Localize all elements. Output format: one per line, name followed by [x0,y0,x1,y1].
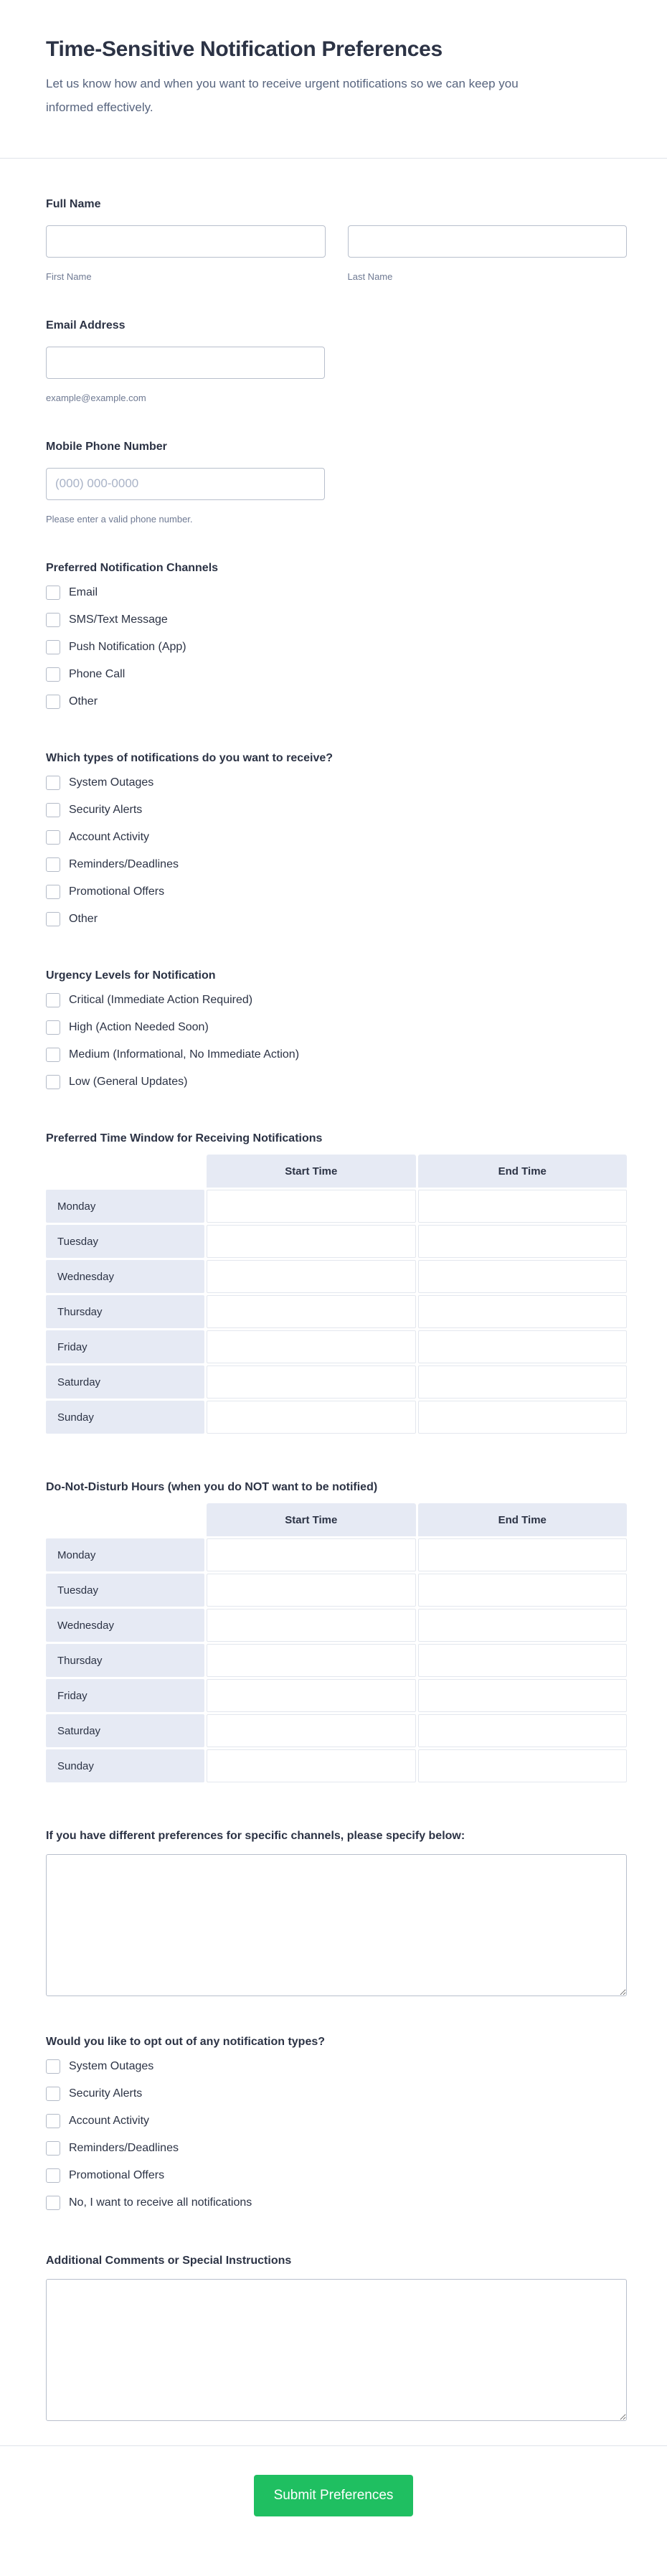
checkbox-icon[interactable] [46,857,60,872]
table-row [46,1644,627,1677]
time-input-cell[interactable] [207,1574,415,1607]
row-header-friday: Friday [46,1679,204,1712]
types-option-security-alerts[interactable] [46,796,627,824]
full-name-label: Full Name [46,198,101,210]
dnd-table [44,1501,629,1785]
preferred-window-table [44,1152,629,1436]
preferred-window-label: Preferred Time Window for Receiving Notifications [46,1132,323,1144]
option-label: Promotional Offers [69,885,165,898]
checkbox-icon[interactable] [46,2114,60,2128]
checkbox-icon[interactable] [46,2059,60,2074]
row-header-thursday: Thursday [46,1295,204,1328]
opt-out-option-security-alerts[interactable] [46,2080,627,2107]
column-header-start-time: Start Time [207,1155,415,1188]
checkbox-icon[interactable] [46,1048,60,1062]
option-label: Low (General Updates) [69,1076,188,1088]
channels-label: Preferred Notification Channels [46,562,219,574]
field-opt-out [46,2035,627,2217]
channels-option-phone-call[interactable] [46,661,627,688]
row-header-sunday: Sunday [46,1401,204,1434]
time-input-cell[interactable] [418,1749,627,1782]
time-input-cell[interactable] [418,1190,627,1223]
row-header-wednesday: Wednesday [46,1260,204,1293]
field-notification-types [46,751,627,933]
table-row [46,1538,627,1571]
comments-textarea[interactable] [46,2279,627,2421]
option-label: Push Notification (App) [69,641,186,653]
field-channel-preferences [46,1829,627,1996]
dnd-label: Do-Not-Disturb Hours (when you do NOT want to be notified) [46,1481,378,1493]
checkbox-icon[interactable] [46,1075,60,1089]
field-phone [46,440,627,525]
checkbox-icon[interactable] [46,613,60,627]
time-input-cell[interactable] [207,1260,415,1293]
row-header-saturday: Saturday [46,1714,204,1747]
opt-out-option-account-activity[interactable] [46,2107,627,2135]
row-header-wednesday: Wednesday [46,1609,204,1642]
time-input-cell[interactable] [418,1295,627,1328]
channels-option-sms[interactable] [46,606,627,634]
email-input[interactable] [46,347,325,379]
table-row [46,1365,627,1399]
row-header-thursday: Thursday [46,1644,204,1677]
time-input-cell[interactable] [207,1401,415,1434]
option-label: SMS/Text Message [69,614,168,626]
phone-label: Mobile Phone Number [46,441,167,453]
checkbox-icon[interactable] [46,993,60,1007]
checkbox-icon[interactable] [46,667,60,682]
option-label: Promotional Offers [69,2169,165,2181]
checkbox-icon[interactable] [46,803,60,817]
table-row [46,1714,627,1747]
table-row [46,1609,627,1642]
checkbox-icon[interactable] [46,586,60,600]
types-option-reminders[interactable] [46,851,627,878]
checkbox-icon[interactable] [46,885,60,899]
option-label: Reminders/Deadlines [69,2142,179,2154]
time-input-cell[interactable] [418,1574,627,1607]
channels-option-email[interactable] [46,579,627,606]
time-input-cell[interactable] [207,1190,415,1223]
footer-divider [0,2445,667,2446]
time-input-cell[interactable] [207,1609,415,1642]
time-input-cell[interactable] [418,1365,627,1399]
checkbox-icon[interactable] [46,640,60,654]
table-row [46,1679,627,1712]
time-input-cell[interactable] [418,1538,627,1571]
field-email [46,319,627,404]
checkbox-icon[interactable] [46,830,60,845]
time-input-cell[interactable] [418,1644,627,1677]
time-input-cell[interactable] [207,1749,415,1782]
option-label: Security Alerts [69,2087,143,2100]
types-option-account-activity[interactable] [46,824,627,851]
row-header-tuesday: Tuesday [46,1225,204,1258]
urgency-option-medium[interactable] [46,1041,627,1068]
urgency-option-critical[interactable] [46,987,627,1014]
email-sublabel: example@example.com [46,392,146,403]
checkbox-icon[interactable] [46,695,60,709]
field-preferred-time-window [46,1132,627,1436]
time-input-cell[interactable] [207,1295,415,1328]
checkbox-icon[interactable] [46,2168,60,2183]
time-input-cell[interactable] [207,1714,415,1747]
row-header-friday: Friday [46,1330,204,1363]
time-input-cell[interactable] [207,1644,415,1677]
time-input-cell[interactable] [207,1225,415,1258]
row-header-tuesday: Tuesday [46,1574,204,1607]
channels-option-other[interactable] [46,688,627,715]
form-header [0,0,667,119]
option-label: Reminders/Deadlines [69,858,179,870]
phone-sublabel: Please enter a valid phone number. [46,514,193,525]
row-header-sunday: Sunday [46,1749,204,1782]
row-header-monday: Monday [46,1538,204,1571]
table-row [46,1749,627,1782]
checkbox-icon[interactable] [46,1020,60,1035]
time-input-cell[interactable] [207,1679,415,1712]
phone-input[interactable] [46,468,325,500]
form-subtitle: Let us know how and when you want to receive urgent notifications so we can keep you informed effectively. [46,77,519,114]
table-row [46,1225,627,1258]
time-input-cell[interactable] [207,1330,415,1363]
checkbox-icon[interactable] [46,2196,60,2210]
field-additional-comments [46,2254,627,2421]
time-input-cell[interactable] [418,1225,627,1258]
time-input-cell[interactable] [418,1401,627,1434]
table-row [46,1190,627,1223]
time-input-cell[interactable] [418,1714,627,1747]
checkbox-icon[interactable] [46,2141,60,2156]
corner-cell [46,1155,204,1188]
checkbox-icon[interactable] [46,776,60,790]
option-label: Critical (Immediate Action Required) [69,994,253,1006]
urgency-option-high[interactable] [46,1014,627,1041]
row-header-monday: Monday [46,1190,204,1223]
types-option-other[interactable] [46,906,627,933]
option-label: No, I want to receive all notifications [69,2196,252,2209]
opt-out-option-none[interactable] [46,2189,627,2217]
channel-preferences-textarea[interactable] [46,1854,627,1996]
opt-out-option-reminders[interactable] [46,2135,627,2162]
urgency-option-low[interactable] [46,1068,627,1096]
first-name-input[interactable] [46,225,326,258]
option-label: Account Activity [69,2115,150,2127]
time-input-cell[interactable] [418,1679,627,1712]
option-label: Other [69,695,98,708]
option-label: System Outages [69,776,154,789]
time-input-cell[interactable] [207,1538,415,1571]
types-option-system-outages[interactable] [46,769,627,796]
time-input-cell[interactable] [207,1365,415,1399]
submit-button[interactable]: Submit Preferences [254,2475,414,2516]
option-label: Security Alerts [69,804,143,816]
table-row [46,1574,627,1607]
email-label: Email Address [46,319,126,332]
column-header-end-time: End Time [418,1155,627,1188]
field-channels [46,561,627,715]
table-row [46,1295,627,1328]
opt-out-option-promotional[interactable] [46,2162,627,2189]
urgency-label: Urgency Levels for Notification [46,969,216,982]
form-title: Time-Sensitive Notification Preferences [46,37,443,61]
option-label: Medium (Informational, No Immediate Action) [69,1048,300,1061]
row-header-saturday: Saturday [46,1365,204,1399]
table-row [46,1401,627,1434]
field-urgency-levels [46,969,627,1096]
types-option-promotional[interactable] [46,878,627,906]
last-name-sublabel: Last Name [347,271,393,282]
time-input-cell[interactable] [418,1330,627,1363]
option-label: System Outages [69,2060,154,2072]
column-header-start-time: Start Time [207,1503,415,1536]
opt-out-label: Would you like to opt out of any notification types? [46,2036,326,2048]
last-name-input[interactable] [348,225,628,258]
option-label: Email [69,586,98,598]
table-row [46,1330,627,1363]
table-row [46,1260,627,1293]
submit-row [0,2475,667,2516]
comments-label: Additional Comments or Special Instructions [46,2255,292,2267]
checkbox-icon[interactable] [46,912,60,926]
time-input-cell[interactable] [418,1260,627,1293]
first-name-sublabel: First Name [46,271,92,282]
checkbox-icon[interactable] [46,2087,60,2101]
opt-out-option-system-outages[interactable] [46,2053,627,2080]
option-label: Other [69,913,98,925]
channel-preferences-label: If you have different preferences for specific channels, please specify below: [46,1830,465,1842]
field-full-name [46,197,627,283]
column-header-end-time: End Time [418,1503,627,1536]
option-label: Phone Call [69,668,126,680]
option-label: Account Activity [69,831,150,843]
field-dnd-hours [46,1480,627,1785]
types-label: Which types of notifications do you want to receive? [46,752,334,764]
time-input-cell[interactable] [418,1609,627,1642]
corner-cell [46,1503,204,1536]
form-body [0,159,667,2421]
channels-option-push[interactable] [46,634,627,661]
option-label: High (Action Needed Soon) [69,1021,209,1033]
